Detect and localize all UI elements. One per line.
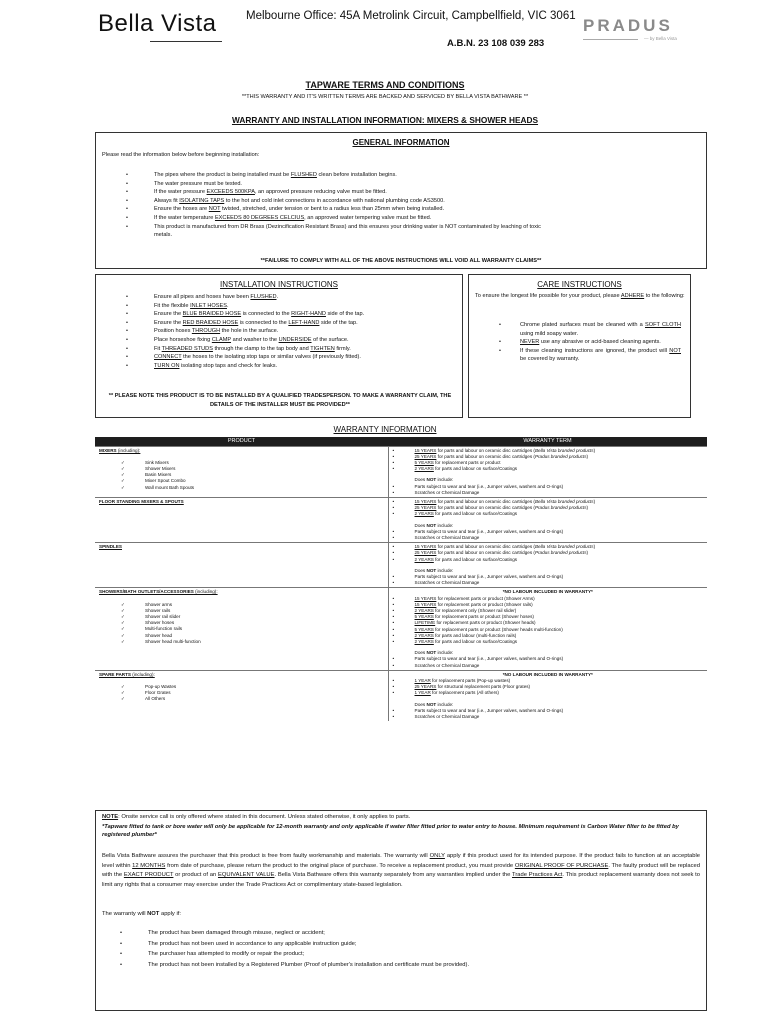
product-name: SHOWERS/BATH OUTLETS/ACCESSORIES: [99, 589, 194, 595]
term-list: [393, 678, 704, 720]
term-text: for parts and labour on surface/Coatings: [433, 466, 518, 472]
installation-item-text: Fit: [154, 345, 162, 352]
term-years: 5 YEARS: [414, 626, 434, 632]
paragraph-emphasis: EQUIVALENT VALUE: [217, 872, 275, 878]
installation-item: [126, 345, 456, 354]
general-intro: Please read the information below before beginning installation:: [102, 152, 260, 158]
installation-title: INSTALLATION INSTRUCTIONS: [220, 280, 338, 289]
installation-item-text: BLUE BRAIDED HOSE: [182, 311, 242, 318]
general-item-text: Ensure the hoses are: [154, 206, 209, 213]
term-text: ): [586, 453, 589, 459]
installation-item-text: side of the tap.: [325, 311, 365, 318]
not-apply-item: • The product has not been installed by a Registered Plumber (Proof of plumber's installation and certificate must be provided).: [120, 960, 680, 971]
term-brand: Pradus branded products: [534, 505, 587, 511]
care-item: [499, 347, 681, 364]
term-cell: [388, 588, 707, 670]
term-years: 2 YEARS: [414, 511, 434, 517]
not-apply-heading: The warranty will NOT apply if:: [102, 911, 181, 917]
care-item-emphasis: NEVER: [520, 339, 540, 346]
term-text: for replacement parts or product (Shower hoses): [433, 614, 534, 620]
term-cell: [388, 543, 707, 588]
not-apply-item: • The product has not been used in accordance to any applicable instruction guide;: [120, 939, 680, 950]
general-item-emphasis: EXCEEDS 500KPA: [206, 189, 255, 196]
installation-item-text: firmly.: [334, 345, 351, 352]
installation-item: [126, 293, 456, 302]
product-item: ✓ Shower hoses: [99, 620, 384, 626]
paragraph-emphasis: Trade Practices Act: [512, 872, 563, 878]
does-not-include-text: Does: [414, 477, 427, 483]
general-information-title: GENERAL INFORMATION: [352, 138, 450, 147]
term-text: for replacement parts or product (Shower heads multi-function): [433, 626, 563, 632]
paragraph-text: . The faulty product will be replaced with the: [102, 862, 700, 878]
installation-item: [126, 327, 456, 336]
paragraph-text: apply if this product used for its intended purpose. If the product fails to function at an acceptable level within: [102, 853, 700, 869]
installation-item: [126, 362, 456, 371]
general-item-emphasis: NOT: [208, 206, 221, 213]
not-apply-list: [120, 928, 680, 970]
installation-item-text: THROUGH: [191, 328, 221, 335]
document-subtitle: **THIS WARRANTY AND IT'S WRITTEN TERMS ARE BACKED AND SERVICED BY BELLA VISTA BATHWARE **: [241, 94, 529, 100]
product-cell: [95, 588, 388, 670]
scratches-item: • Scratches or Chemical Damage: [393, 535, 704, 541]
paragraph-emphasis: ORIGINAL PROOF OF PURCHASE: [514, 862, 609, 869]
table-row: [95, 543, 707, 588]
office-address: Melbourne Office: 45A Metrolink Circuit, Campbellfield, VIC 3061: [246, 10, 576, 22]
table-row: [95, 588, 707, 670]
care-item-text: use any abrasive or acid-based cleaning agents.: [539, 339, 661, 346]
general-warning: **FAILURE TO COMPLY WITH ALL OF THE ABOVE INSTRUCTIONS WILL VOID ALL WARRANTY CLAIMS**: [260, 258, 542, 264]
table-row: [95, 670, 707, 721]
table-row: [95, 446, 707, 497]
pradus-logo-rule: [583, 39, 638, 40]
term-years: 1 YEAR: [414, 690, 431, 696]
does-not-include-not: NOT: [426, 477, 437, 483]
term-years: 2 YEARS: [414, 466, 434, 472]
product-suffix: (including):: [193, 589, 218, 595]
does-not-include-text: include:: [436, 477, 454, 483]
product-item: ✓ Wall mount Bath Spouts: [99, 485, 384, 491]
general-item-text: , an approved pressure reducing valve must be fitted.: [254, 189, 387, 196]
term-text: for parts and labour on ceramic disc cartridges (: [436, 505, 535, 511]
does-not-include-text: Does: [414, 701, 427, 707]
term-years: 15 YEARS: [414, 544, 437, 550]
term-years: 25 YEARS: [414, 505, 437, 511]
does-not-include-text: include:: [436, 567, 454, 573]
term-years: 2 YEARS: [414, 638, 434, 644]
term-text: for parts and labour on surface/Coatings: [433, 638, 518, 644]
term-brand: Pradus branded products: [534, 550, 587, 556]
installation-item-text: CONNECT: [154, 354, 182, 361]
col-warranty-term: WARRANTY TERM: [388, 437, 707, 446]
product-item: ✓ Floor Grates: [99, 690, 384, 696]
general-item: [126, 205, 546, 214]
warranty-paragraph: [102, 852, 700, 890]
general-item: [126, 180, 546, 189]
product-label: [99, 672, 384, 678]
installation-item-text: is connected to the: [238, 319, 289, 326]
product-name: MIXERS: [99, 447, 117, 453]
product-item: ✓ All Others: [99, 696, 384, 702]
product-label: [99, 589, 384, 595]
installation-note: ** PLEASE NOTE THIS PRODUCT IS TO BE INSTALLED BY A QUALIFIED TRADESPERSON. TO MAKE A WARRANTY CLAIM, THE DETAILS OF THE INSTALLER MUST BE PROVIDED**: [108, 393, 452, 408]
term-years: 25 YEARS: [414, 684, 437, 690]
product-label: [99, 448, 384, 454]
term-text: for parts and labour on ceramic disc cartridges (: [436, 453, 535, 459]
does-not-include-not: NOT: [426, 522, 437, 528]
product-item: ✓ Shower head multi-function: [99, 639, 384, 645]
installation-item-text: TURN ON: [154, 362, 180, 369]
care-item: [499, 338, 681, 347]
does-not-include-text: include:: [436, 650, 454, 656]
general-item: [126, 188, 546, 197]
term-list: [393, 499, 704, 541]
term-list: [393, 544, 704, 586]
installation-item-text: .: [276, 294, 279, 300]
wear-tear-item: • Parts subject to wear and tear (i.e., Jumper valves, washers and O-rings): [393, 574, 704, 580]
pradus-logo-sub: — by Bella Vista: [644, 36, 677, 41]
product-items: [99, 684, 384, 703]
scratches-item: • Scratches or Chemical Damage: [393, 490, 704, 496]
paragraph-text: . This product replacement warranty does not seek to limit any rights that a consumer may exercise under the Trade Practices Act or complimentary state-based legislation.: [102, 872, 701, 888]
term-text: ): [593, 544, 596, 550]
term-text: for replacement parts or product (Shower Arms): [436, 595, 535, 601]
general-item: [126, 223, 546, 240]
product-cell: [95, 497, 388, 542]
term-text: for parts and labour on ceramic disc cartridges (: [436, 498, 535, 504]
paragraph-emphasis: EXACT PRODUCT: [123, 872, 174, 878]
product-items: [99, 602, 384, 645]
care-item-text: using mild soapy water.: [520, 330, 579, 337]
product-item: ✓ Multi-function rails: [99, 626, 384, 632]
installation-item-text: Place horseshoe fixing: [154, 336, 212, 343]
product-cell: [95, 543, 388, 588]
installation-item-text: and washer to the: [231, 336, 279, 343]
product-item: ✓ Shower rails: [99, 608, 384, 614]
does-not-include-text: include:: [436, 701, 454, 707]
term-text: for parts and labour on surface/Coatings: [433, 556, 518, 562]
document-title: TAPWARE TERMS AND CONDITIONS: [305, 80, 465, 90]
onsite-note: NOTE: Onsite service call is only offered where stated in this document. Unless stated otherwise, it only applies to parts.: [102, 814, 411, 820]
general-item-emphasis: EXCEEDS 80 DEGREES CELCIUS: [214, 214, 305, 221]
term-text: for replacement parts (Pop-up wastes): [430, 678, 511, 683]
product-name: SPINDLES: [99, 544, 122, 550]
term-brand: Pradus branded products: [534, 453, 587, 459]
care-list: [499, 321, 681, 364]
term-text: for parts and labour (multi-function rails): [433, 632, 517, 638]
installation-item-text: RIGHT-HAND: [291, 311, 326, 318]
installation-item-text: UNDERSIDE: [278, 336, 312, 343]
term-text: ): [586, 550, 589, 556]
installation-item-text: through the clamp to the tap body and: [212, 345, 311, 352]
product-item: ✓ Pop-up Wastes: [99, 684, 384, 690]
installation-list: [126, 293, 456, 370]
term-years: 2 YEARS: [414, 556, 434, 562]
term-item: [393, 557, 704, 563]
general-item-text: This product is manufactured from DR Brass (Dezincification Resistant Brass) and this ensures your drinking water is NOT contaminated by leaching of toxic metals.: [154, 223, 541, 239]
installation-item-text: .: [226, 302, 229, 309]
product-item: ✓ Sink Mixers: [99, 460, 384, 466]
term-brand: Bella Vista branded products: [534, 544, 594, 550]
no-labour-note: *NO LABOUR INCLUDED IN WARRANTY*: [502, 589, 593, 595]
bella-vista-logo: Bella Vista: [98, 10, 216, 38]
warranty-title: WARRANTY INFORMATION: [333, 425, 437, 434]
product-item: ✓ Shower rail slider: [99, 614, 384, 620]
general-item-text: twisted, stretched, under tension or bent to a radius less than 25mm when being installed.: [220, 206, 445, 213]
term-years: 25 YEARS: [414, 550, 437, 556]
term-text: for structural replacement parts (Floor grates): [436, 684, 531, 690]
product-item: ✓ Shower Mixers: [99, 466, 384, 472]
does-not-include-not: NOT: [426, 567, 437, 573]
term-years: LIFETIME: [414, 620, 436, 626]
general-item-text: , an approved water tempering valve must be fitted.: [304, 214, 432, 221]
care-intro: To ensure the longest life possible for your product, please ADHERE to the following:: [475, 293, 685, 299]
care-item: [499, 321, 681, 338]
care-box: [468, 274, 691, 418]
scratches-item: • Scratches or Chemical Damage: [393, 714, 704, 720]
wear-tear-item: • Parts subject to wear and tear (i.e., Jumper valves, washers and O-rings): [393, 484, 704, 490]
term-years: 15 YEARS: [414, 595, 437, 601]
paragraph-text: or product of an: [173, 872, 218, 878]
product-label: [99, 499, 384, 505]
installation-item-text: Ensure the: [154, 311, 183, 318]
term-item: [393, 690, 704, 696]
table-row: [95, 497, 707, 542]
general-item: [126, 214, 546, 223]
pradus-logo: PRADUS: [583, 16, 673, 35]
wear-tear-item: • Parts subject to wear and tear (i.e., Jumper valves, washers and O-rings): [393, 708, 704, 714]
does-not-include-not: NOT: [426, 650, 437, 656]
term-years: 15 YEARS: [414, 498, 437, 504]
product-cell: [95, 670, 388, 721]
installation-item: [126, 310, 456, 319]
installation-item-text: FLUSHED: [250, 294, 277, 300]
installation-item-text: the hole in the surface.: [220, 328, 279, 335]
product-name: SPARE PARTS: [99, 671, 131, 677]
term-years: 5 YEARS: [414, 614, 434, 620]
notes-box: [95, 810, 707, 1011]
does-not-include-text: Does: [414, 650, 427, 656]
product-items: [99, 460, 384, 491]
installation-item-text: RED BRAIDED HOSE: [182, 319, 239, 326]
installation-box: [95, 274, 463, 418]
general-information-box: [95, 132, 707, 269]
installation-item-text: isolating stop taps and check for leaks.: [179, 362, 278, 369]
installation-item: [126, 302, 456, 311]
no-labour-note: *NO LABOUR INCLUDED IN WARRANTY*: [502, 671, 593, 677]
paragraph-text: from date of purchase, please return the product to the original place of purchase. To receive a replacement product, you must provide: [165, 862, 515, 869]
installation-item-text: Ensure all pipes and hoses have been: [154, 294, 251, 300]
installation-item-text: Fit the flexible: [154, 302, 191, 309]
scratches-item: • Scratches or Chemical Damage: [393, 580, 704, 586]
term-brand: Bella Vista branded products: [534, 447, 594, 453]
general-item-emphasis: FLUSHED: [290, 172, 317, 178]
general-item-emphasis: ISOLATING TAPS: [179, 197, 225, 204]
general-item-text: The pipes where the product is being installed must be: [154, 172, 291, 178]
not-apply-item: • The product has been damaged through misuse, neglect or accident;: [120, 928, 680, 939]
installation-item-text: is connected to the: [241, 311, 292, 318]
installation-item-text: THREADED STUDS: [161, 345, 213, 352]
term-cell: [388, 670, 707, 721]
installation-item-text: Ensure the: [154, 319, 183, 326]
scratches-item: • Scratches or Chemical Damage: [393, 663, 704, 669]
abn-number: A.B.N. 23 108 039 283: [447, 38, 545, 49]
product-suffix: (including):: [131, 671, 155, 677]
product-item: ✓ Shower arms: [99, 602, 384, 608]
care-item-emphasis: NOT: [669, 347, 681, 354]
term-text: ): [593, 447, 596, 453]
care-title: CARE INSTRUCTIONS: [537, 280, 622, 289]
general-item-text: If the water pressure: [154, 189, 207, 196]
wear-tear-item: • Parts subject to wear and tear (i.e., Jumper valves, washers and O-rings): [393, 656, 704, 662]
term-text: for parts and labour on ceramic disc cartridges (: [436, 544, 535, 550]
general-item-text: clean before installation begins.: [316, 172, 397, 178]
installation-item: [126, 336, 456, 345]
term-list: [393, 596, 704, 669]
term-text: ): [593, 498, 596, 504]
installation-item-text: INLET HOSES: [190, 302, 227, 309]
term-text: ): [586, 505, 589, 511]
term-item: [393, 639, 704, 645]
term-years: 2 YEARS: [414, 607, 434, 613]
installation-item-text: TIGHTEN: [310, 345, 335, 352]
term-years: 2 YEARS: [414, 632, 434, 638]
paragraph-text: Bella Vista Bathware assures the purchaser that this product is free from faulty workmanship and materials. The warranty will: [102, 853, 430, 859]
term-text: for parts and labour on ceramic disc cartridges (: [436, 447, 535, 453]
product-suffix: (including):: [116, 447, 141, 453]
term-brand: Bella Vista branded products: [534, 498, 594, 504]
term-years: 25 YEARS: [414, 453, 437, 459]
term-text: for parts and labour on surface/Coatings: [433, 511, 518, 517]
term-years: 15 YEARS: [414, 601, 437, 607]
installation-item-text: Position hoses: [154, 328, 192, 335]
term-text: for replacement parts or product (Shower rails): [436, 601, 533, 607]
care-item-text: be covered by warranty.: [520, 356, 580, 363]
product-item: ✓ Mixer Spout Combo: [99, 478, 384, 484]
installation-item: [126, 319, 456, 328]
warranty-table: [95, 437, 707, 721]
general-item-text: to the hot and cold inlet connections in accordance with national plumbing code AS3500.: [224, 197, 445, 204]
term-years: 15 YEARS: [414, 447, 437, 453]
term-cell: [388, 497, 707, 542]
general-item: [126, 197, 546, 206]
term-years: 5 YEARS: [414, 459, 434, 465]
does-not-include-text: Does: [414, 567, 427, 573]
product-item: ✓ Basin Mixers: [99, 472, 384, 478]
wear-tear-item: • Parts subject to wear and tear (i.e., Jumper valves, washers and O-rings): [393, 529, 704, 535]
does-not-include-text: include:: [436, 522, 454, 528]
does-not-include-not: NOT: [426, 701, 437, 707]
product-item: ✓ Shower head: [99, 633, 384, 639]
installation-item-text: LEFT-HAND: [288, 319, 320, 326]
paragraph-emphasis: ONLY: [429, 853, 445, 859]
section-heading: WARRANTY AND INSTALLATION INFORMATION: MIXERS & SHOWER HEADS: [231, 115, 539, 125]
care-item-emphasis: SOFT CLOTH: [645, 322, 681, 328]
general-list: [126, 171, 546, 240]
col-product: PRODUCT: [95, 437, 388, 446]
general-item-text: The water pressure must be tested.: [154, 180, 242, 187]
term-text: for parts and labour on ceramic disc cartridges (: [436, 550, 535, 556]
care-item-text: Chrome plated surfaces must be cleaned with a: [520, 322, 645, 328]
term-text: for replacement parts (All others): [430, 690, 499, 696]
does-not-include-text: Does: [414, 522, 427, 528]
installation-item-text: the hoses to the isolating stop taps or similar valves (if previously fitted).: [181, 354, 361, 361]
term-item: [393, 511, 704, 517]
paragraph-text: . Bella Vista Bathware offers this warranty separately from any warranties implied under the: [274, 872, 513, 878]
installation-item-text: side of the tap.: [319, 319, 358, 326]
term-years: 1 YEAR: [414, 678, 431, 683]
term-text: for replacement parts or product (Shower heads): [435, 620, 536, 626]
tapware-note: *Tapware fitted to tank or bore water will only be applicable for 12-month warranty and only applicable if water filter fitted prior to water entry to house. Minimum requirement is Carbon Water filter to be fitted by registered plumber*: [102, 824, 679, 839]
term-text: for replacement parts or product: [433, 459, 501, 465]
term-cell: [388, 446, 707, 497]
general-item-text: Always fit: [154, 197, 180, 204]
general-item-text: If the water temperature: [154, 214, 215, 221]
care-item-text: If these cleaning instructions are ignored, the product will: [520, 347, 670, 354]
term-list: [393, 448, 704, 496]
installation-item-text: of the surface.: [311, 336, 349, 343]
product-label: [99, 544, 384, 550]
not-apply-item: • The purchaser has attempted to modify or repair the product;: [120, 949, 680, 960]
general-item: [126, 171, 546, 180]
installation-item: [126, 353, 456, 362]
product-cell: [95, 446, 388, 497]
installation-item-text: CLAMP: [211, 336, 232, 343]
product-name: FLOOR STANDING MIXERS & SPOUTS: [99, 498, 184, 504]
paragraph-emphasis: 12 MONTHS: [132, 862, 166, 869]
term-item: [393, 466, 704, 472]
term-text: for replacement only (Shower rail slider): [433, 607, 517, 613]
